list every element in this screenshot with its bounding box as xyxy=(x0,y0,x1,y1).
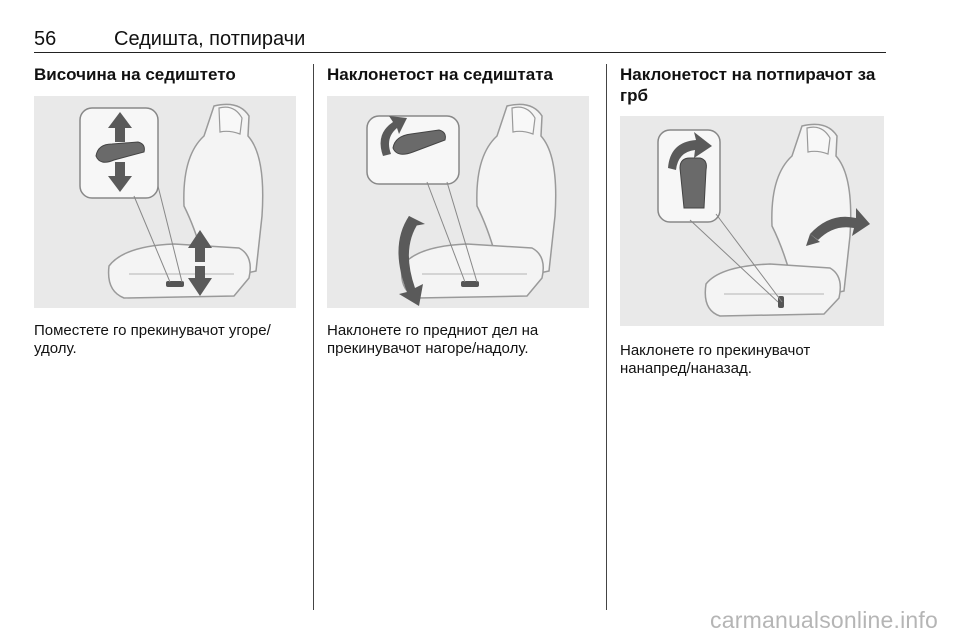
backrest-tilt-figure xyxy=(620,116,884,326)
section-seat-tilt xyxy=(327,64,589,85)
section-seat-height xyxy=(34,64,296,85)
section-title: Височина на седиштето xyxy=(34,65,236,84)
seat-height-figure xyxy=(34,96,296,308)
page-header xyxy=(34,28,886,53)
section-title: Наклонетост на седиштата xyxy=(327,65,553,84)
section-backrest-tilt xyxy=(620,64,882,106)
section-caption: Наклонете го прекинувачот нанапред/наназад. xyxy=(620,342,811,377)
seat-tilt-rotate-icon xyxy=(327,96,589,308)
section-caption: Наклонете го предниот дел на прекинувачот нагоре/надолу. xyxy=(327,322,539,357)
section-title: Наклонетост на потпирачот за грб xyxy=(620,65,876,105)
column-divider xyxy=(313,64,314,610)
seat-height-up-down-icon xyxy=(34,96,296,308)
column-divider xyxy=(606,64,607,610)
chapter-title: Седишта, потпирачи xyxy=(114,28,306,50)
backrest-tilt-icon xyxy=(620,116,884,326)
page-number: 56 xyxy=(34,28,57,50)
section-caption: Поместете го прекинувачот угоре/ удолу. xyxy=(34,322,271,357)
seat-tilt-figure xyxy=(327,96,589,308)
watermark: carmanualsonline.info xyxy=(710,607,938,633)
